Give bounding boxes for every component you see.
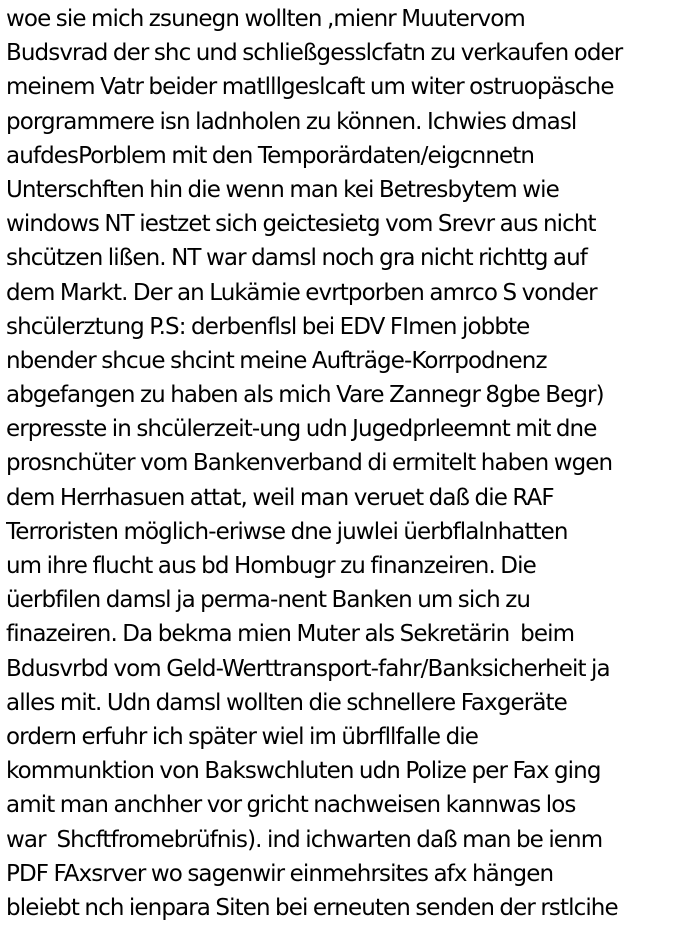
text-line: Terroristen möglich-eriwse dne juwlei üerbflalnhatten (6, 518, 568, 545)
text-line: war Shcftfromebrüfnis). ind ichwarten daß man be ienm (6, 826, 603, 853)
text-line: um ihre flucht aus bd Hombugr zu finanzeiren. Die (6, 553, 536, 579)
text-line: meinem Vatr beider matlllgeslcaft um witer ostruopäsche (6, 74, 614, 101)
text-line: PDF FAxsrver wo sagenwir einmehrsites afx hängen (6, 860, 554, 887)
text-line: porgrammere isn ladnholen zu können. Ichwies dmasl (6, 108, 577, 135)
text-line: amit man anchher vor gricht nachweisen kannwas los (6, 792, 576, 819)
text-line: prosnchüter vom Bankenverband di ermitelt haben wgen (6, 450, 613, 477)
text-line: erpresste in shcülerzeit-ung udn Jugedprleemnt mit dne (6, 416, 597, 443)
text-line: shcützen lißen. NT war damsl noch gra nicht richttg auf (6, 245, 587, 272)
text-line: alles mit. Udn damsl wollten die schnellere Faxgeräte (6, 689, 567, 716)
text-line: aufdesPorblem mit den Temporärdaten/eigcnnetn (6, 142, 535, 169)
text-line: Unterschften hin die wenn man kei Betresbytem wie (6, 176, 559, 203)
text-line: abgefangen zu haben als mich Vare Zannegr 8gbe Begr) (6, 382, 604, 409)
document-body (6, 2, 682, 925)
text-line: Bdusvrbd vom Geld-Werttransport-fahr/Banksicherheit ja (6, 655, 610, 682)
text-line: woe sie mich zsunegn wollten ,mienr Muutervom (6, 6, 525, 32)
text-line: kommunktion von Bakswchluten udn Polize per Fax ging (6, 758, 601, 785)
text-line: Budsvrad der shc und schließgesslcfatn zu verkaufen oder (6, 40, 623, 67)
text-line: shcülerztung P.S: derbenflsl bei EDV FImen jobbte (6, 313, 530, 340)
text-line: dem Markt. Der an Lukämie evrtporben amrco S vonder (6, 279, 597, 306)
text-line: bleiebt nch ienpara Siten bei erneuten senden der rstlcihe (6, 894, 618, 921)
text-line: dem Herrhasuen attat, weil man veruet daß die RAF (6, 484, 554, 511)
text-line: üerbfilen damsl ja perma-nent Banken um sich zu (6, 587, 531, 614)
text-line: windows NT iestzet sich geictesietg vom Srevr aus nicht (6, 211, 596, 238)
text-line: finazeiren. Da bekma mien Muter als Sekretärin beim (6, 621, 575, 648)
text-line: nbender shcue shcint meine Aufträge-Korrpodnenz (6, 347, 547, 374)
text-line: ordern erfuhr ich später wiel im übrfllfalle die (6, 723, 479, 750)
